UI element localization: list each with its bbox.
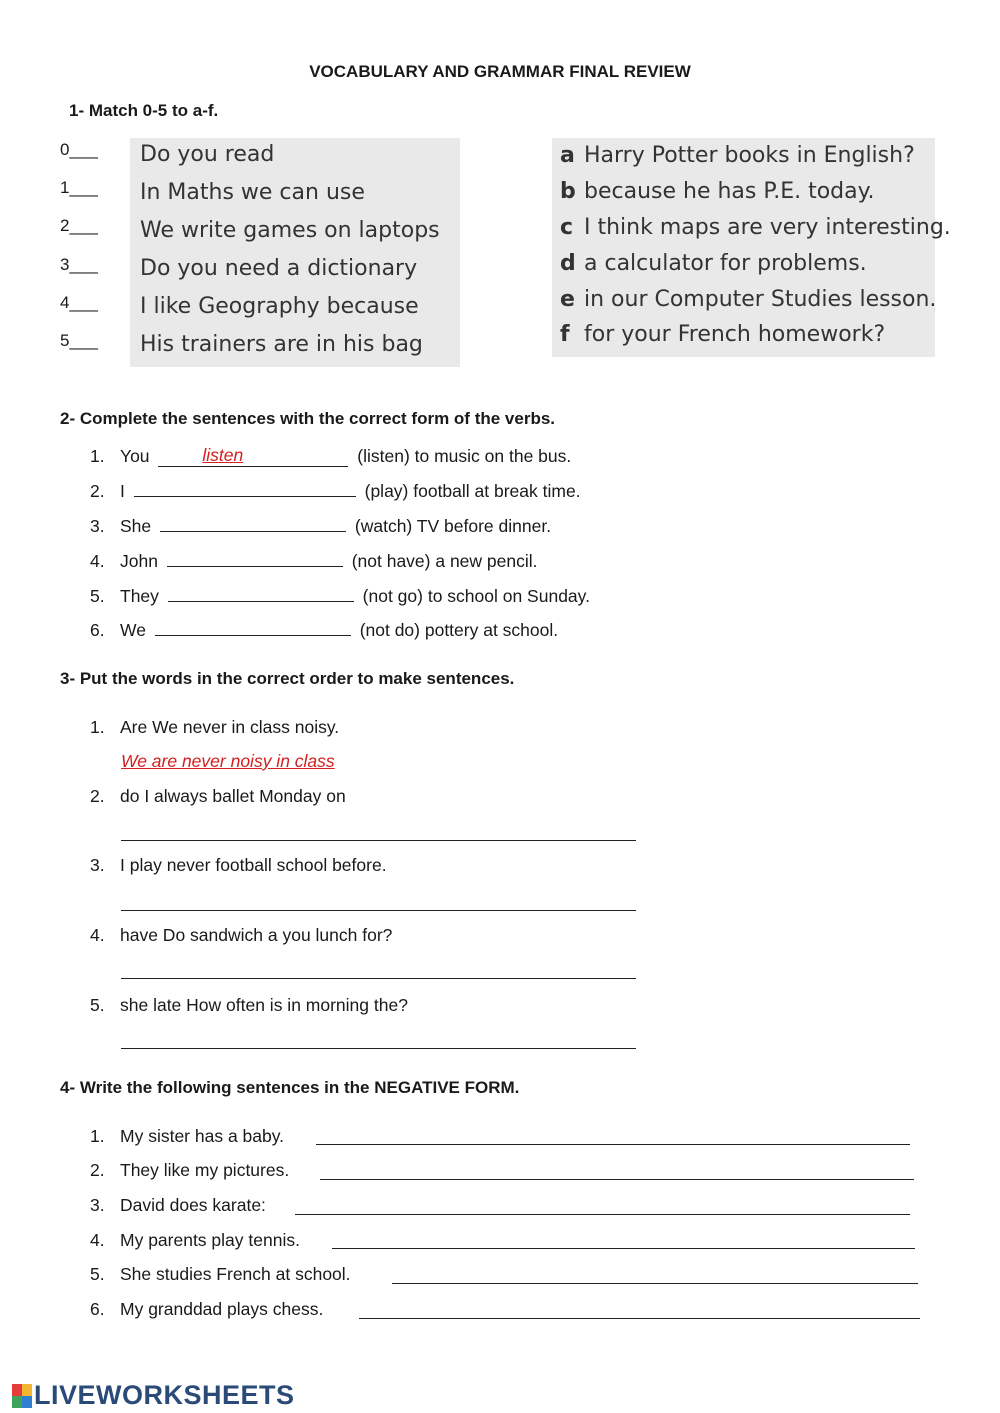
- item-number: 2.: [90, 1160, 105, 1180]
- section-1-heading: 1- Match 0-5 to a-f.: [69, 101, 219, 120]
- negative-answer-line[interactable]: [392, 1283, 918, 1284]
- negative-item: [90, 1126, 284, 1147]
- match-right-item: [560, 143, 915, 168]
- verb-item: [90, 516, 551, 537]
- order-answer-line[interactable]: [121, 840, 636, 841]
- match-right-text: in our Computer Studies lesson.: [584, 287, 937, 312]
- logo-square-blue: [22, 1396, 32, 1408]
- item-number: 1.: [90, 717, 105, 737]
- order-answer-line[interactable]: [121, 1048, 636, 1049]
- sentence: She studies French at school.: [120, 1264, 351, 1284]
- match-letter: b: [560, 179, 576, 204]
- verb-answer-field[interactable]: [134, 482, 356, 497]
- verb-answer-field[interactable]: [160, 517, 346, 532]
- sentence: David does karate:: [120, 1195, 266, 1215]
- match-slot-5[interactable]: 5___: [60, 331, 98, 350]
- verb-answer-field[interactable]: [168, 587, 354, 602]
- match-slot-2[interactable]: 2___: [60, 216, 98, 235]
- item-number: 3.: [90, 855, 105, 875]
- logo-text: LIVEWORKSHEETS: [34, 1380, 295, 1410]
- match-right-text: I think maps are very interesting.: [584, 215, 951, 240]
- item-number: 6.: [90, 1299, 105, 1319]
- match-slot-1[interactable]: 1___: [60, 178, 98, 197]
- item-rest: (play) football at break time.: [364, 481, 581, 501]
- negative-item: [90, 1264, 351, 1285]
- item-rest: (not have) a new pencil.: [351, 551, 538, 571]
- page-title: VOCABULARY AND GRAMMAR FINAL REVIEW: [309, 62, 691, 81]
- match-left-item: I like Geography because: [140, 294, 419, 319]
- item-subject: John: [120, 551, 158, 571]
- scrambled-words: do I always ballet Monday on: [120, 786, 346, 806]
- match-letter: a: [560, 143, 575, 168]
- match-left-item: His trainers are in his bag: [140, 332, 423, 357]
- item-number: 4.: [90, 925, 105, 945]
- item-rest: (watch) TV before dinner.: [354, 516, 552, 536]
- logo-mark-icon: [12, 1384, 32, 1408]
- match-left-item: Do you need a dictionary: [140, 256, 418, 281]
- negative-item: [90, 1160, 289, 1181]
- item-subject: I: [120, 481, 125, 501]
- negative-item: [90, 1195, 266, 1216]
- verb-item: [90, 551, 538, 572]
- section-3-heading: 3- Put the words in the correct order to make sentences.: [60, 669, 515, 688]
- match-right-text: a calculator for problems.: [584, 251, 867, 276]
- order-item: [90, 855, 387, 876]
- section-4-heading: 4- Write the following sentences in the NEGATIVE FORM.: [60, 1078, 520, 1097]
- match-right-box: [552, 138, 951, 357]
- section-2-heading: 2- Complete the sentences with the correct form of the verbs.: [60, 409, 556, 428]
- match-letter: f: [560, 322, 570, 347]
- item-number: 3.: [90, 1195, 105, 1215]
- match-slot-3[interactable]: 3___: [60, 255, 98, 274]
- item-rest: (not go) to school on Sunday.: [362, 586, 590, 606]
- logo-square-green: [12, 1396, 22, 1408]
- item-number: 2.: [90, 481, 105, 501]
- match-left-item: Do you read: [140, 142, 275, 167]
- negative-answer-line[interactable]: [359, 1318, 920, 1319]
- verb-item: [90, 446, 571, 467]
- order-item: [90, 717, 339, 738]
- verb-answer: listen: [202, 445, 244, 465]
- match-letter: d: [560, 251, 576, 276]
- order-answer[interactable]: We are never noisy in class: [121, 751, 335, 771]
- item-rest: (not do) pottery at school.: [359, 620, 559, 640]
- logo-square-yellow: [22, 1384, 32, 1396]
- item-number: 5.: [90, 586, 105, 606]
- order-answer-line[interactable]: [121, 910, 636, 911]
- negative-answer-line[interactable]: [295, 1214, 910, 1215]
- item-subject: You: [120, 446, 150, 466]
- scrambled-words: I play never football school before.: [120, 855, 387, 875]
- scrambled-words: she late How often is in morning the?: [120, 995, 408, 1015]
- verb-item: [90, 481, 581, 502]
- negative-item: [90, 1299, 323, 1320]
- order-item: [90, 995, 408, 1016]
- match-right-text: Harry Potter books in English?: [584, 143, 915, 168]
- match-left-item: In Maths we can use: [140, 180, 365, 205]
- scrambled-words: have Do sandwich a you lunch for?: [120, 925, 393, 945]
- match-slot-0[interactable]: 0___: [60, 140, 98, 159]
- logo-square-red: [12, 1384, 22, 1396]
- match-right-text: for your French homework?: [584, 322, 886, 347]
- match-letter: c: [560, 215, 574, 240]
- verb-answer-field[interactable]: [158, 446, 348, 467]
- item-number: 4.: [90, 551, 105, 571]
- scrambled-words: Are We never in class noisy.: [120, 717, 340, 737]
- negative-item: [90, 1230, 300, 1251]
- item-number: 3.: [90, 516, 105, 536]
- sentence: They like my pictures.: [120, 1160, 290, 1180]
- negative-answer-line[interactable]: [320, 1179, 914, 1180]
- item-number: 1.: [90, 1126, 105, 1146]
- match-right-item: [560, 287, 936, 312]
- sentence: My granddad plays chess.: [120, 1299, 324, 1319]
- item-rest: (listen) to music on the bus.: [357, 446, 572, 466]
- verb-answer-field[interactable]: [155, 621, 351, 636]
- match-right-item: [560, 251, 867, 276]
- negative-answer-line[interactable]: [332, 1248, 915, 1249]
- match-left-box: [130, 138, 460, 367]
- match-left-item: We write games on laptops: [140, 218, 440, 243]
- item-number: 4.: [90, 1230, 105, 1250]
- item-number: 6.: [90, 620, 105, 640]
- sentence: My parents play tennis.: [120, 1230, 300, 1250]
- match-right-item: [560, 322, 885, 347]
- match-right-item: [560, 215, 951, 240]
- liveworksheets-logo: [12, 1380, 295, 1411]
- item-number: 5.: [90, 995, 105, 1015]
- verb-answer-field[interactable]: [167, 552, 343, 567]
- order-answer-line[interactable]: [121, 978, 636, 979]
- verb-item: [90, 586, 590, 607]
- item-number: 5.: [90, 1264, 105, 1284]
- match-right-text: because he has P.E. today.: [584, 179, 875, 204]
- sentence: My sister has a baby.: [120, 1126, 285, 1146]
- item-number: 2.: [90, 786, 105, 806]
- verb-item: [90, 620, 558, 641]
- order-item: [90, 925, 392, 946]
- match-letter: e: [560, 287, 575, 312]
- item-subject: We: [120, 620, 146, 640]
- order-item: [90, 786, 346, 807]
- match-slot-4[interactable]: 4___: [60, 293, 98, 312]
- item-subject: She: [120, 516, 152, 536]
- negative-answer-line[interactable]: [316, 1144, 910, 1145]
- match-right-item: [560, 179, 875, 204]
- item-subject: They: [120, 586, 159, 606]
- item-number: 1.: [90, 446, 105, 466]
